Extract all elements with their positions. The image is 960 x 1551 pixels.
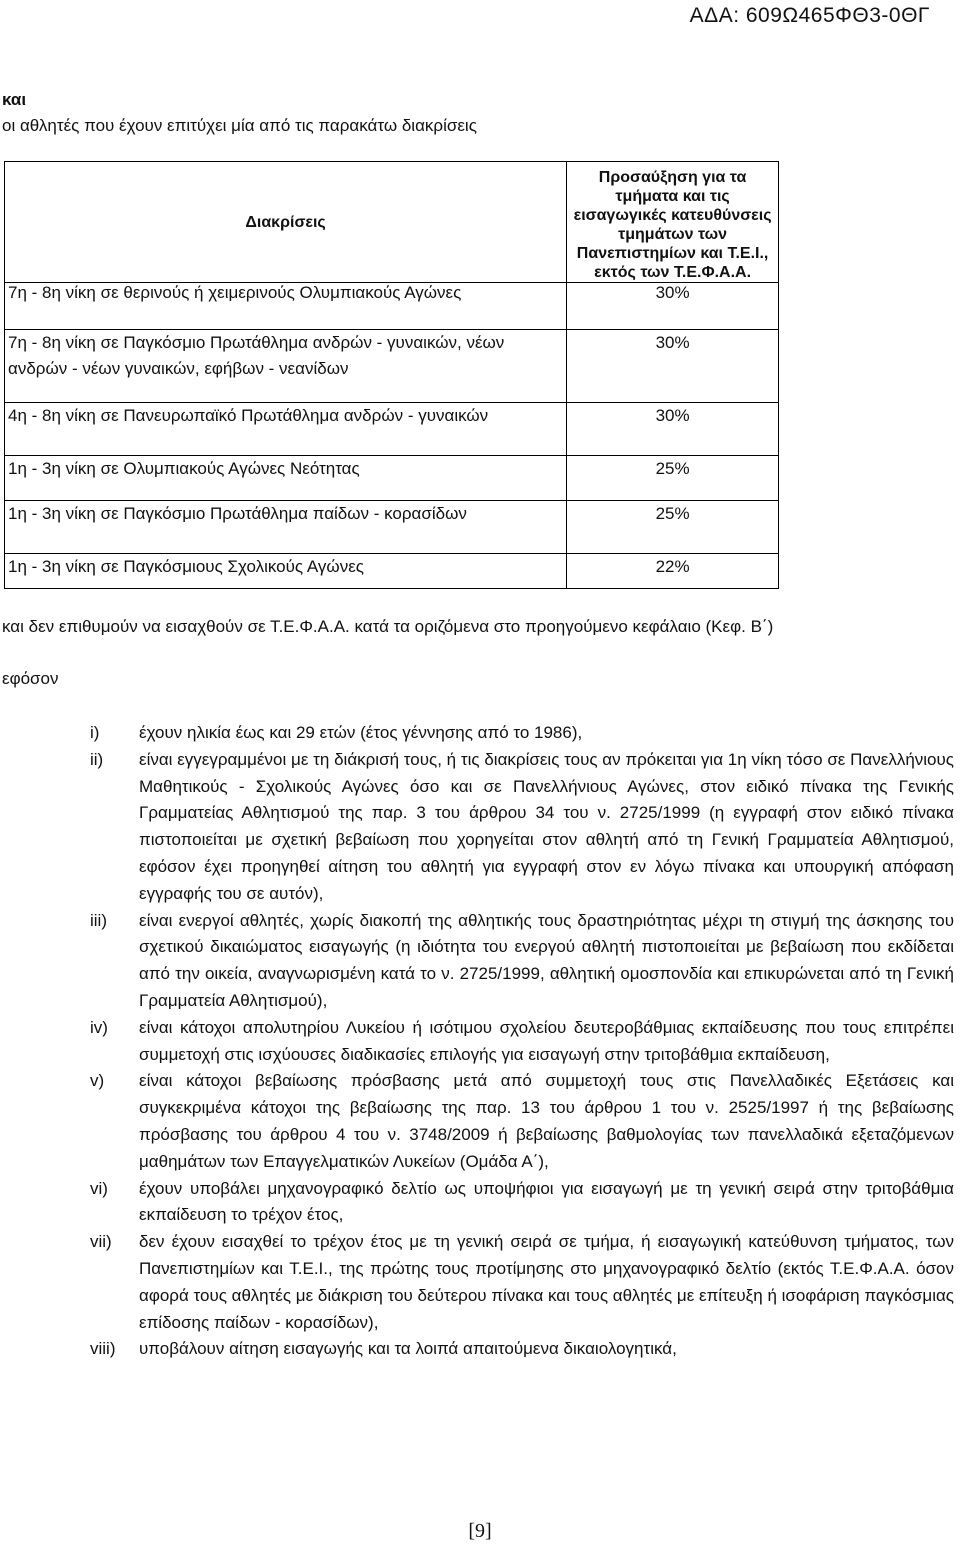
list-item-number: v) (90, 1071, 105, 1091)
list-item-number: vii) (90, 1232, 112, 1252)
ada-code: ΑΔΑ: 609Ω465ΦΘ3-0ΘΓ (689, 4, 930, 27)
list-item-text: είναι κάτοχοι βεβαίωσης πρόσβασης μετά από συμμετοχή τους στις Πανελλαδικές Εξετάσεις και συγκεκριμένα κάτοχοι της βεβαίωσης της παρ. 13 του άρθρου 1 του ν. 2525/1997 ή της βεβαίωσης πρόσβασης του άρθρου 4 του ν. 3748/2009 ή βεβαίωσης βαθμολογίας των πανελλαδικά εξεταζόμενων μαθημάτων των Επαγγελματικών Λυκείων (Ομάδα Α΄), (139, 1071, 954, 1171)
list-item-text: είναι ενεργοί αθλητές, χωρίς διακοπή της αθλητικής τους δραστηριότητας μέχρι τη στιγμή της άσκησης του σχετικού δικαιώματος εισαγωγής (η ιδιότητα του ενεργού αθλητή πιστοποιείται με βεβαίωση που εκδίδεται από την οικεία, αναγνωρισμένη κατά το ν. 2725/1999, αθλητική ομοσπονδία και επικυρώνεται από τη Γενική Γραμματεία Αθλητισμού), (139, 910, 954, 1010)
list-item (90, 1336, 954, 1363)
distinction-cell: 7η - 8η νίκη σε Παγκόσμιο Πρωτάθλημα ανδρών - γυναικών, νέων ανδρών - νέων γυναικών, εφήβων - νεανίδων (5, 330, 567, 403)
table-row (5, 403, 779, 456)
distinction-cell: 1η - 3η νίκη σε Ολυμπιακούς Αγώνες Νεότητας (5, 456, 567, 501)
intro-sentence: οι αθλητές που έχουν επιτύχει μία από τις παρακάτω διακρίσεις (2, 116, 477, 135)
distinctions-table (4, 161, 779, 589)
after-table-sentence: και δεν επιθυμούν να εισαχθούν σε Τ.Ε.Φ.Α.Α. κατά τα οριζόμενα στο προηγούμενο κεφάλαιο (Κεφ. Β΄) (2, 617, 774, 636)
list-item (90, 908, 954, 1015)
list-item-text: έχουν ηλικία έως και 29 ετών (έτος γέννησης από το 1986), (139, 723, 583, 742)
distinction-cell: 1η - 3η νίκη σε Παγκόσμιο Πρωτάθλημα παίδων - κορασίδων (5, 501, 567, 554)
conditions-list (90, 720, 954, 1363)
table-row (5, 501, 779, 554)
increase-cell: 22% (567, 554, 779, 589)
list-item-text: είναι κάτοχοι απολυτηρίου Λυκείου ή ισότιμου σχολείου δευτεροβάθμιας εκπαίδευσης που τους επιτρέπει συμμετοχή στις ισχύουσες διαδικασίες επιλογής για εισαγωγή στην τριτοβάθμια εκπαίδευση, (139, 1017, 954, 1064)
list-item (90, 1015, 954, 1069)
list-item-number: i) (90, 723, 100, 742)
page-number: [9] (468, 1520, 492, 1542)
distinction-cell: 1η - 3η νίκη σε Παγκόσμιους Σχολικούς Αγώνες (5, 554, 567, 589)
increase-cell: 25% (567, 456, 779, 501)
distinction-cell: 4η - 8η νίκη σε Πανευρωπαϊκό Πρωτάθλημα ανδρών - γυναικών (5, 403, 567, 456)
list-item-number: vi) (90, 1178, 108, 1198)
increase-cell: 25% (567, 501, 779, 554)
list-item-text: δεν έχουν εισαχθεί το τρέχον έτος με τη γενική σειρά σε τμήμα, ή εισαγωγική κατεύθυνση τμήματος, των Πανεπιστημίων και Τ.Ε.Ι., της πρώτης τους προτίμησης στο μηχανογραφικό δελτίο (εκτός Τ.Ε.Φ.Α.Α. όσον αφορά τους αθλητές με διάκριση του δεύτερου πίνακα και τους αθλητές με επίτευξη ή ισοφάριση παγκόσμιας επίδοσης παίδων - κορασίδων), (139, 1232, 954, 1332)
list-item (90, 747, 954, 908)
list-item-text: είναι εγγεγραμμένοι με τη διάκρισή τους, ή τις διακρίσεις τους αν πρόκειται για 1η νίκη τόσο σε Πανελλήνιους Μαθητικούς - Σχολικούς Αγώνες όσο και σε Πανελλήνιους Αγώνες, στον ειδικό πίνακα της Γενικής Γραμματείας Αθλητισμού της παρ. 3 του άρθρου 34 του ν. 2725/1999 (η εγγραφή στον ειδικό πίνακα πιστοποιείται με σχετική βεβαίωση που χορηγείται στον αθλητή από τη Γενική Γραμματεία Αθλητισμού, εφόσον έχει προηγηθεί αίτηση του αθλητή για εγγραφή στον εν λόγω πίνακα και υπουργική απόφαση εγγραφής του σε αυτόν), (139, 749, 954, 903)
list-item (90, 1068, 954, 1175)
list-item-text: έχουν υποβάλει μηχανογραφικό δελτίο ως υποψήφιοι για εισαγωγή με τη γενική σειρά στην τριτοβάθμια εκπαίδευση το τρέχον έτος, (139, 1178, 954, 1225)
intro-conjunction: και (2, 90, 27, 109)
list-item-number: viii) (90, 1339, 116, 1359)
table-row (5, 456, 779, 501)
condition-intro: εφόσον (2, 669, 59, 688)
header-increase: Προσαύξηση για τα τμήματα και τις εισαγωγικές κατευθύνσεις τμημάτων των Πανεπιστημίων και Τ.Ε.Ι., εκτός των Τ.Ε.Φ.Α.Α. (567, 162, 779, 283)
increase-cell: 30% (567, 403, 779, 456)
increase-cell: 30% (567, 330, 779, 403)
table-row (5, 330, 779, 403)
list-item-text: υποβάλουν αίτηση εισαγωγής και τα λοιπά απαιτούμενα δικαιολογητικά, (139, 1339, 677, 1359)
list-item-number: iii) (90, 910, 107, 930)
list-item-number: iv) (90, 1017, 108, 1037)
header-distinctions: Διακρίσεις (5, 162, 567, 283)
list-item (90, 1229, 954, 1336)
table-row (5, 283, 779, 330)
table-row (5, 554, 779, 589)
list-item (90, 720, 954, 747)
list-item-number: ii) (90, 749, 104, 769)
table-header-row (5, 162, 779, 283)
distinction-cell: 7η - 8η νίκη σε θερινούς ή χειμερινούς Ολυμπιακούς Αγώνες (5, 283, 567, 330)
list-item (90, 1176, 954, 1230)
increase-cell: 30% (567, 283, 779, 330)
